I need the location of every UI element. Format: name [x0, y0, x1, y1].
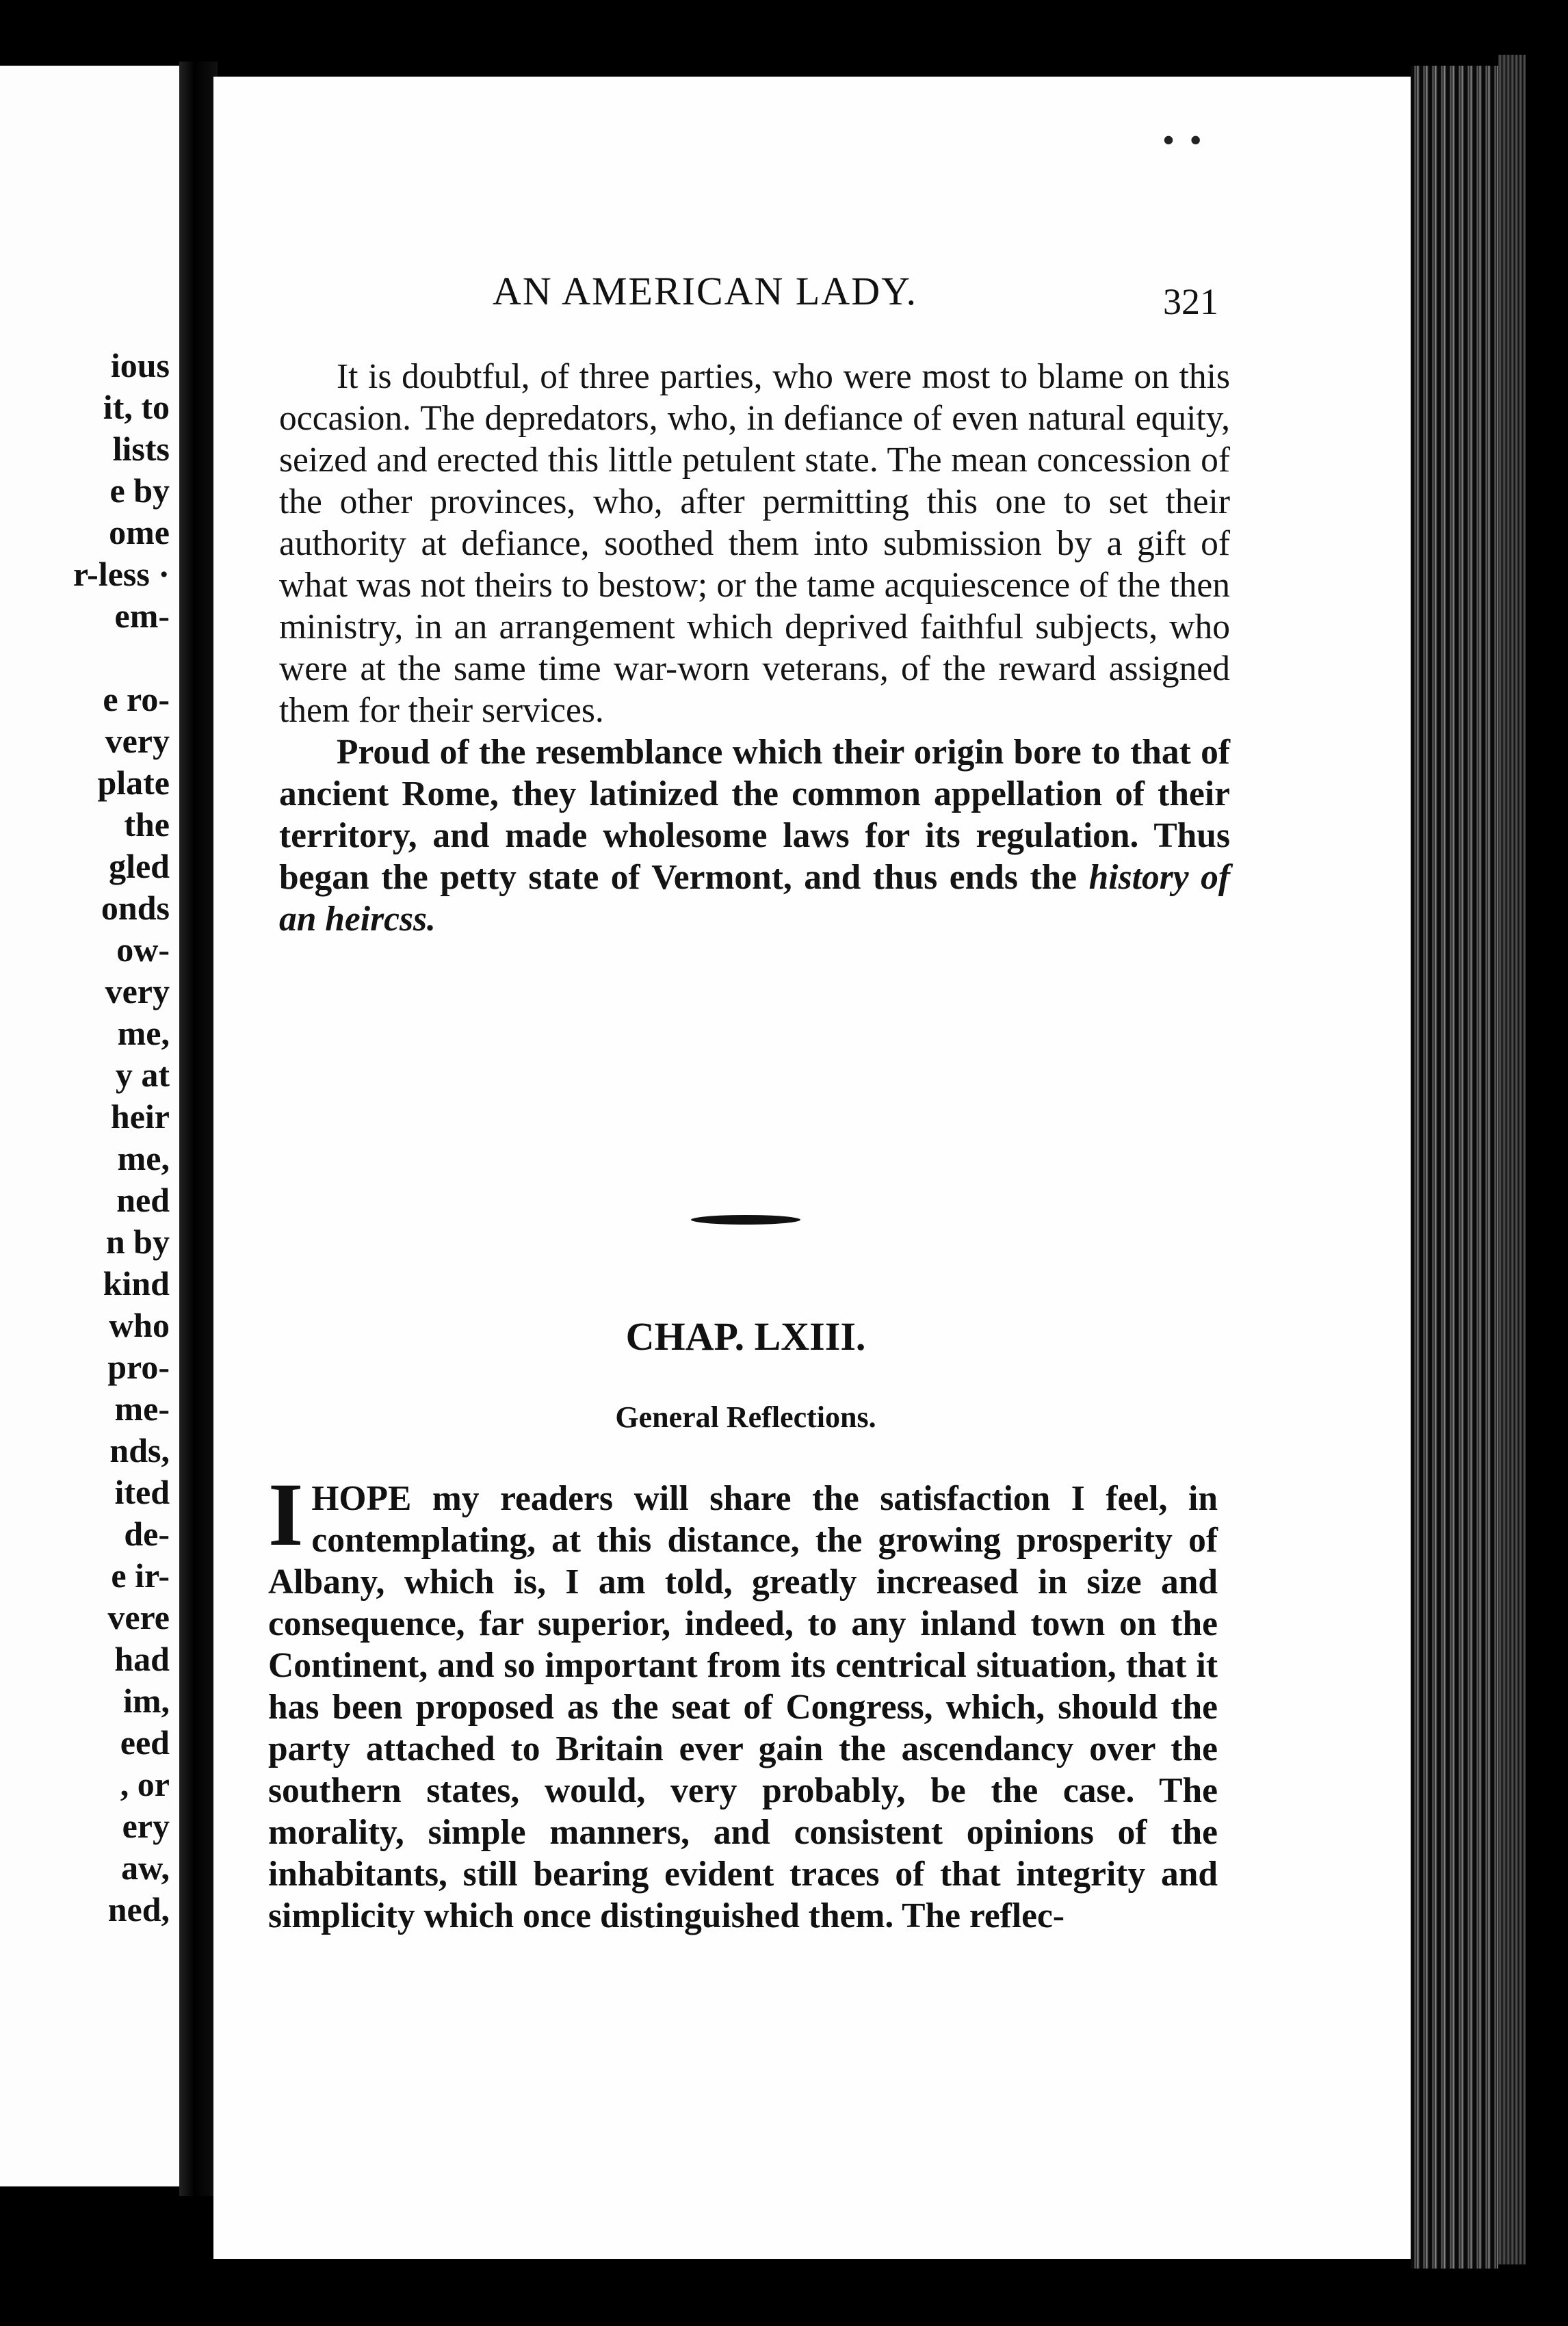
left-page-line: onds [101, 889, 170, 927]
left-page-line: e ir- [111, 1556, 170, 1595]
left-page-line: kind [103, 1264, 170, 1303]
left-page-line: r-less · [73, 555, 170, 593]
left-page-line: me- [114, 1389, 170, 1428]
left-page-line: who [109, 1306, 170, 1344]
left-page-line: ned, [107, 1890, 170, 1929]
left-page-line: ious [110, 346, 170, 384]
chapter-first-words: HOPE my readers will share the satisfaction I [311, 1479, 1085, 1518]
chapter-subtitle: General Reflections. [615, 1400, 876, 1434]
left-page-line: im, [122, 1682, 170, 1720]
left-page-line: nds, [109, 1431, 170, 1469]
left-page-line: pro- [107, 1348, 170, 1386]
left-page-line: heir [110, 1097, 170, 1136]
left-page-line: eed [120, 1723, 170, 1762]
chapter-text [268, 1464, 1218, 1937]
paragraph-2-text: Proud of the resemblance which their origin bore to that of ancient Rome, they latinized the common appellation of their territory, and made wholesome laws for its regulation. Thus began the petty state of Vermont, and thus ends the [279, 733, 1230, 897]
chapter-body: feel, in contemplating, at this distance, the growing prosperity of Albany, which is, I am told, greatly increased in size and consequence, far superior, indeed, to any inland town on the Continent, and so important from its centrical situation, that it has been proposed as the seat of Congress, which, should the party attached to Britain ever gain the ascendancy over the southern states, would, very probably, be the case. The morality, simple manners, and consistent opinions of the inhabitants, still bearing evident traces of that integrity and simplicity which once distinguished them. The reflec- [268, 1479, 1218, 1935]
left-page-line: me, [117, 1014, 170, 1052]
left-page-line: de- [124, 1515, 170, 1553]
left-page-line: very [105, 722, 170, 760]
corner-mark: • • [1163, 122, 1205, 157]
paragraph-2-italic: history of an heircss. [279, 858, 1231, 939]
left-page-text [73, 345, 170, 1931]
left-page-line: vere [107, 1598, 170, 1636]
running-head: AN AMERICAN LADY. [493, 269, 918, 313]
left-page-line: ery [122, 1807, 170, 1845]
left-page-line: n by [105, 1223, 170, 1261]
page-edge-outer [1498, 55, 1526, 2264]
left-page-line: ned [116, 1181, 170, 1219]
left-page-line: e ro- [103, 680, 170, 718]
paragraph-1: It is doubtful, of three parties, who were most to blame on this occasion. The depredators, who, in defiance of even natural equity, seized and erected this little petulent state. The mean concession of the other provinces, who, after permitting this one to set their authority at defiance, soothed them into submission by a gift of what was not theirs to bestow; or the tame acquiescence of the then ministry, in an arrangement which deprived faithful subjects, who were at the same time war-worn veterans, of the reward assigned them for their services. [279, 357, 1230, 730]
left-page-line: , or [120, 1765, 170, 1803]
book-gutter [179, 62, 218, 2196]
left-page-line: it, to [103, 388, 170, 426]
left-page-line: the [124, 805, 170, 844]
left-page-line: me, [117, 1139, 170, 1177]
left-facing-page [0, 66, 179, 2186]
left-page-line: very [105, 972, 170, 1010]
left-page-line: y at [115, 1056, 170, 1094]
drop-cap: I [268, 1464, 304, 1565]
left-page-line: aw, [121, 1848, 170, 1887]
left-page-line: em- [114, 597, 170, 635]
left-page-line: had [114, 1640, 170, 1678]
left-page-line: ited [114, 1473, 170, 1511]
left-page-line: ow- [116, 930, 170, 969]
section-rule [691, 1215, 800, 1225]
page-number: 321 [1163, 281, 1218, 322]
left-page-line: gled [109, 847, 170, 885]
chapter-title: CHAP. LXIII. [625, 1314, 866, 1359]
left-page-line: lists [112, 430, 170, 468]
left-page-line: plate [97, 763, 170, 802]
left-page-line [73, 637, 170, 679]
left-page-line: e by [109, 471, 170, 510]
left-page-line: ome [109, 513, 170, 551]
body-text [279, 356, 1230, 940]
paragraph-2 [279, 731, 1230, 940]
page-edge [1411, 66, 1498, 2269]
